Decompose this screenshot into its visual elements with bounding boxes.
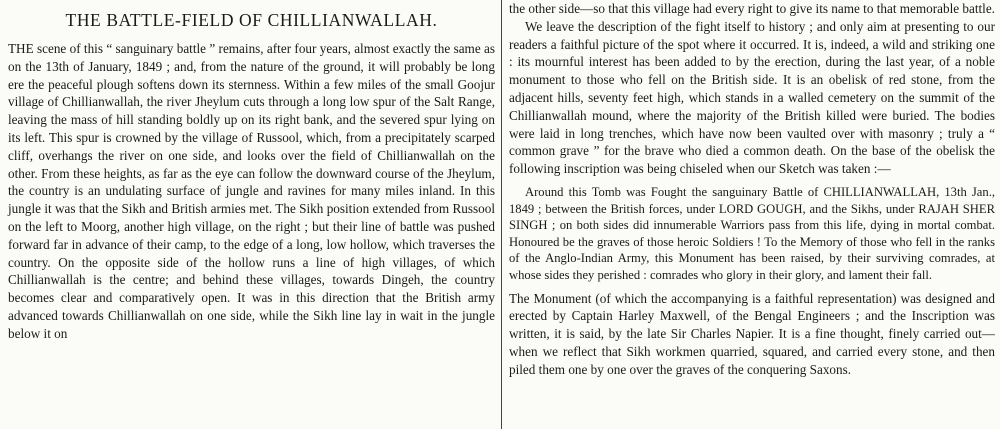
right-column bbox=[509, 0, 995, 379]
monument-inscription: Around this Tomb was Fought the sanguinary Battle of CHILLIANWALLAH, 13th Jan., 1849 ; between the British forces, under LORD GOUGH, and the Sikhs, under RAJAH SHER SINGH ; on both sides did innumerable Warriors pass from this life, dying in mortal combat. Honoured be the graves of those heroic Soldiers ! To the Memory of those who fell in the ranks of the Anglo-Indian Army, this Monument has been raised, by their surviving comrades, at whose sides they perished : comrades who glory in their glory, and lament their fall. bbox=[509, 184, 995, 282]
right-body-paragraph-1: We leave the description of the fight itself to history ; and only aim at presenting to our readers a faithful picture of the spot where it occurred. It is, indeed, a wild and striking one : its mournful interest has been added to by the erection, during the last year, of a noble monument to those who fell on the British side. It is an obelisk of red stone, from the adjacent hills, seventy feet high, which stands in a walled cemetery on the summit of the Chillianwallah mound, where the majority of the British killed were buried. The bodies were laid in long trenches, which have now been vaulted over with masonry ; truly a “ common grave ” for the brave who died a common death. On the base of the obelisk the following inscription was being chiseled when our Sketch was taken :— bbox=[509, 18, 995, 177]
article-title: THE BATTLE-FIELD OF CHILLIANWALLAH. bbox=[65, 10, 438, 30]
column-divider bbox=[501, 0, 502, 429]
continued-paragraph: the other side—so that this village had every right to give its name to that memorable battle. bbox=[509, 1, 995, 16]
right-body-paragraph-2: The Monument (of which the accompanying is a faithful representation) was designed and erected by Captain Harley Maxwell, of the Bengal Engineers ; and the Inscription was written, it is said, by the late Sir Charles Napier. It is a fine thought, finely carried out—when we reflect that Sikh workmen quarried, squared, and carried every stone, and then piled them one by one over the graves of the conquering Saxons. bbox=[509, 290, 995, 377]
left-column bbox=[8, 0, 495, 343]
left-body-paragraph: THE scene of this “ sanguinary battle ” remains, after four years, almost exactly the same as on the 13th of January, 1849 ; and, from the nature of the ground, it will probably be long ere the peaceful plough softens down its sternness. Within a few miles of the small Goojur village of Chillianwallah, the river Jheylum cuts through a long low spur of the Salt Range, leaving the mass of hill standing boldly up on its right bank, and the severed spur lying on its left. This spur is crowned by the village of Russool, which, from a precipitately scarped cliff, overhangs the river on one side, and looks over the field of Chillianwallah on the other. From these heights, as far as the eye can follow the downward course of the Jheylum, the country is an undulating surface of jungle and ravines for many miles inland. In this jungle it was that the Sikh and British armies met. The Sikh position extended from Russool on the left to Moorg, another high village, on the right ; but their line of battle was pushed forward far in advance of their camp, to the edge of a long, low hollow, which traverses the country. On the opposite side of the hollow runs a line of high villages, of which Chillianwallah is the centre; and behind these villages, towards Dingeh, the country becomes clear and comparatively open. It was in this direction that the British army advanced towards Chillianwallah on one side, while the Sikh line lay in wait in the jungle below it on bbox=[8, 41, 495, 341]
